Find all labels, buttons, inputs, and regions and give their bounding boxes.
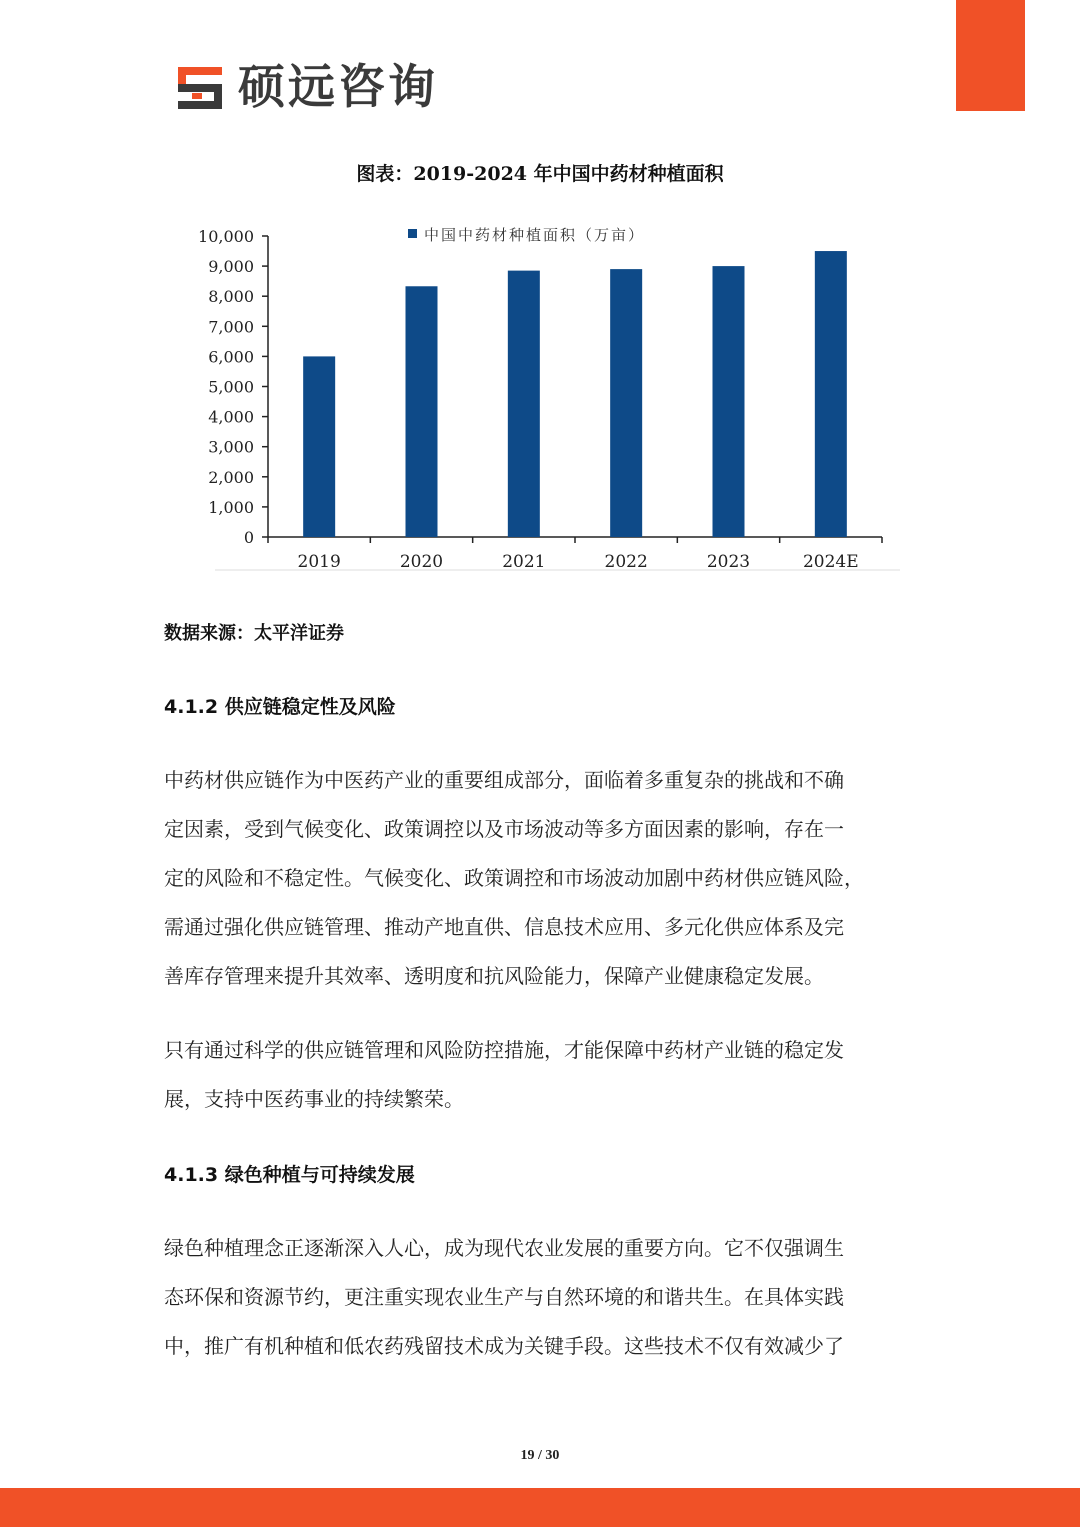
section-heading-supply-chain: 4.1.2 供应链稳定性及风险 bbox=[164, 696, 396, 718]
chart-title: 图表：2019-2024 年中国中药材种植面积 bbox=[356, 163, 724, 185]
brand-name: 硕远咨询 bbox=[238, 60, 438, 115]
text-line: 展，支持中医药事业的持续繁荣。 bbox=[164, 1087, 464, 1111]
y-tick-label: 3,000 bbox=[208, 437, 254, 457]
y-tick-label: 6,000 bbox=[208, 347, 254, 367]
bar bbox=[815, 251, 847, 537]
y-tick-label: 0 bbox=[243, 528, 254, 547]
bar bbox=[610, 269, 642, 537]
x-tick-label: 2022 bbox=[604, 552, 648, 572]
page-number: 19 / 30 bbox=[520, 1448, 560, 1463]
text-line: 只有通过科学的供应链管理和风险防控措施，才能保障中药材产业链的稳定发 bbox=[164, 1038, 844, 1062]
x-tick-label: 2024E bbox=[802, 552, 859, 572]
bar bbox=[508, 271, 540, 537]
bar bbox=[406, 286, 438, 537]
x-tick-label: 2023 bbox=[706, 552, 751, 572]
section-heading-green-planting: 4.1.3 绿色种植与可持续发展 bbox=[164, 1164, 415, 1186]
y-tick-label: 9,000 bbox=[208, 257, 254, 277]
legend-label: 中国中药材种植面积（万亩） bbox=[424, 226, 646, 244]
x-tick-label: 2019 bbox=[297, 552, 341, 572]
paragraph-green-planting bbox=[164, 1224, 924, 1371]
y-tick-label: 1,000 bbox=[208, 497, 254, 517]
text-line: 需通过强化供应链管理、推动产地直供、信息技术应用、多元化供应体系及完 bbox=[164, 915, 844, 939]
text-line: 中药材供应链作为中医药产业的重要组成部分，面临着多重复杂的挑战和不确 bbox=[164, 768, 844, 792]
text-line: 绿色种植理念正逐渐深入人心，成为现代农业发展的重要方向。它不仅强调生 bbox=[164, 1236, 844, 1260]
bar bbox=[713, 266, 745, 537]
logo-s-icon bbox=[176, 65, 226, 111]
text-line: 态环保和资源节约，更注重实现农业生产与自然环境的和谐共生。在具体实践 bbox=[164, 1285, 844, 1309]
y-tick-label: 2,000 bbox=[208, 467, 254, 487]
footer-accent-bar bbox=[0, 1488, 1080, 1527]
y-tick-label: 4,000 bbox=[208, 407, 254, 427]
text-line: 定因素，受到气候变化、政策调控以及市场波动等多方面因素的影响，存在一 bbox=[164, 817, 844, 841]
brand-logo bbox=[176, 60, 438, 116]
text-line: 定的风险和不稳定性。气候变化、政策调控和市场波动加剧中药材供应链风险， bbox=[164, 866, 864, 890]
paragraph-risk-control bbox=[164, 1026, 924, 1124]
y-tick-label: 10,000 bbox=[198, 227, 254, 246]
text-line: 善库存管理来提升其效率、透明度和抗风险能力，保障产业健康稳定发展。 bbox=[164, 964, 824, 988]
data-source: 数据来源：太平洋证券 bbox=[164, 623, 344, 644]
chart-svg bbox=[0, 0, 1080, 600]
y-tick-label: 7,000 bbox=[208, 317, 254, 337]
bar bbox=[303, 356, 335, 537]
paragraph-supply-chain bbox=[164, 756, 924, 1001]
y-tick-label: 8,000 bbox=[208, 287, 254, 307]
legend-swatch bbox=[408, 229, 417, 238]
bar-chart bbox=[0, 0, 1080, 600]
text-line: 中，推广有机种植和低农药残留技术成为关键手段。这些技术不仅有效减少了 bbox=[164, 1334, 844, 1358]
x-tick-label: 2020 bbox=[399, 552, 444, 572]
x-tick-label: 2021 bbox=[502, 552, 546, 572]
corner-accent-tab bbox=[956, 0, 1025, 111]
y-tick-label: 5,000 bbox=[208, 377, 254, 397]
